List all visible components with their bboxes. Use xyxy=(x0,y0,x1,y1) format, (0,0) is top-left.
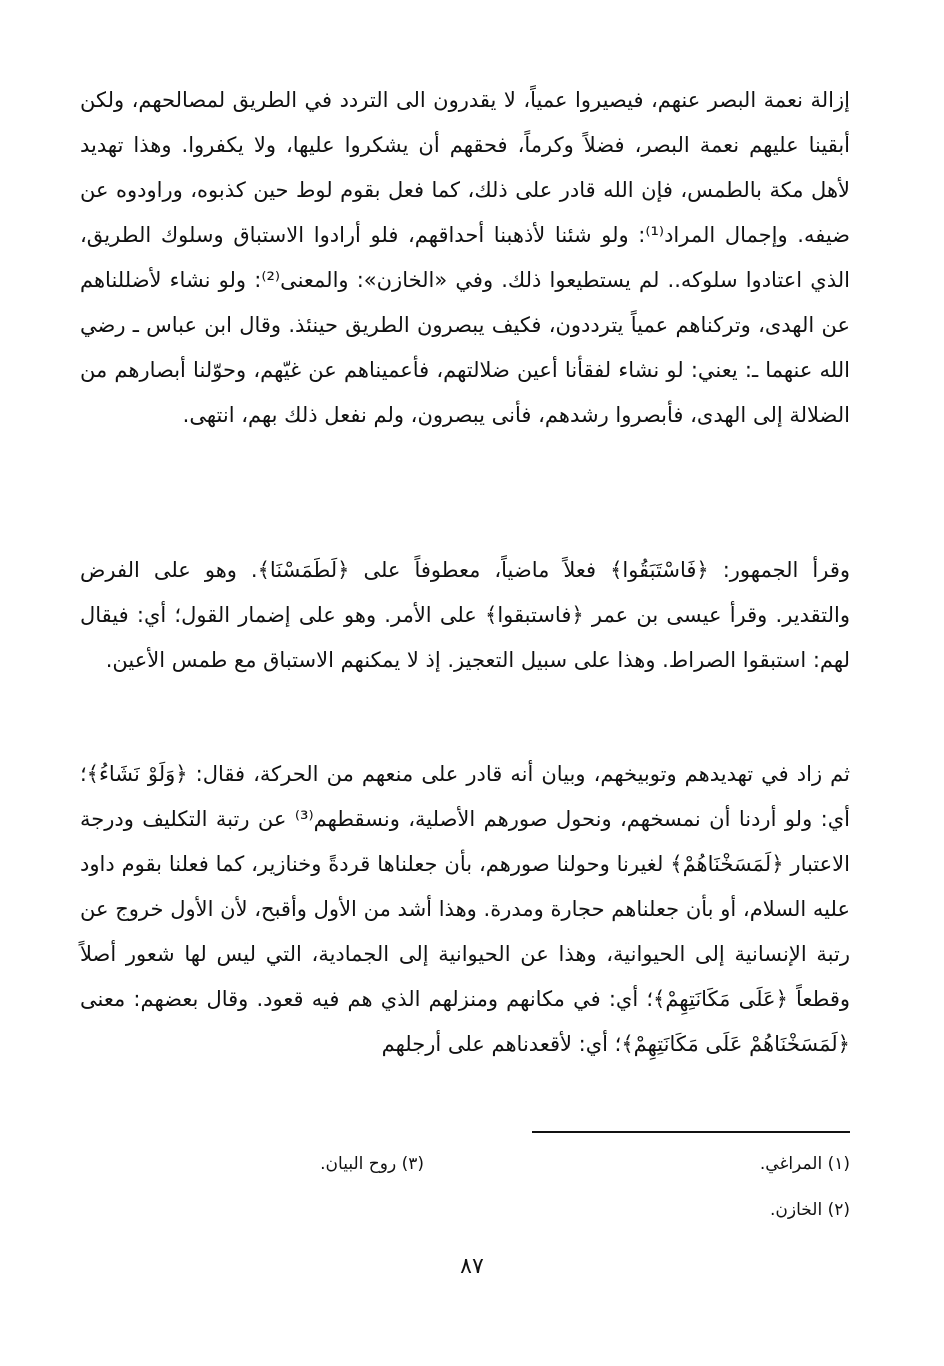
paragraph-3 xyxy=(80,752,850,1067)
footnote-divider xyxy=(532,1131,850,1133)
footnote-2: (٢) الخازن. xyxy=(770,1200,850,1220)
footnote-3: (٣) روح البيان. xyxy=(320,1154,424,1174)
paragraph-2 xyxy=(80,548,850,683)
paragraph-1 xyxy=(80,78,850,438)
footnote-1: (١) المراغي. xyxy=(759,1154,850,1174)
page-number: ٨٧ xyxy=(460,1254,484,1279)
paragraph-2-text: وقرأ الجمهور: ﴿فَاسْتَبَقُوا﴾ فعلاً ماضياً، معطوفاً على ﴿لَطَمَسْنَا﴾. وهو على الفرض والتقدير. وقرأ عيسى بن عمر ﴿فاستبقوا﴾ على الأمر. وهو على إضمار القول؛ أي: فيقال لهم: استبقوا الصراط. وهذا على سبيل التعجيز. إذ لا يمكنهم الاستباق مع طمس الأعين. xyxy=(80,558,850,672)
paragraph-3-text: ثم زاد في تهديدهم وتوبيخهم، وبيان أنه قادر على منعهم من الحركة، فقال: ﴿وَلَوْ نَشَاءُ﴾؛ أي: ولو أردنا أن نمسخهم، ونحول صورهم الأصلية، ونسقطهم⁽³⁾ عن رتبة التكليف ودرجة الاعتبار ﴿لَمَسَخْنَاهُمْ﴾ لغيرنا وحولنا صورهم، بأن جعلناها قردةً وخنازير، كما فعلنا بقوم داود عليه السلام، أو بأن جعلناهم حجارة ومدرة. وهذا أشد من الأول وأقبح، لأن الأول خروج عن رتبة الإنسانية إلى الحيوانية، وهذا عن الحيوانية إلى الجمادية، التي ليس لها شعور أصلاً وقطعاً ﴿عَلَى مَكَانَتِهِمْ﴾؛ أي: في مكانهم ومنزلهم الذي هم فيه قعود. وقال بعضهم: معنى ﴿لَمَسَخْنَاهُمْ عَلَى مَكَانَتِهِمْ﴾؛ أي: لأقعدناهم على أرجلهم xyxy=(80,762,850,1056)
paragraph-1-text: إزالة نعمة البصر عنهم، فيصيروا عمياً، لا يقدرون الى التردد في الطريق لمصالحهم، ولكن أبقينا عليهم نعمة البصر، فضلاً وكرماً، فحقهم أن يشكروا عليها، ولا يكفروا. وهذا تهديد لأهل مكة بالطمس، فإن الله قادر على ذلك، كما فعل بقوم لوط حين كذبوه، وراودوه عن ضيفه. وإجمال المراد⁽¹⁾: ولو شئنا لأذهبنا أحداقهم، فلو أرادوا الاستباق وسلوك الطريق، الذي اعتادوا سلوكه.. لم يستطيعوا ذلك. وفي «الخازن»: والمعنى⁽²⁾: ولو نشاء لأضللناهم عن الهدى، وتركناهم عمياً يترددون، فكيف يبصرون الطريق حينئذ. وقال ابن عباس ـ رضي الله عنهما ـ: يعني: لو نشاء لفقأنا أعين ضلالتهم، فأعميناهم عن غيّهم، وحوّلنا أبصارهم من الضلالة إلى الهدى، فأبصروا رشدهم، فأنى يبصرون، ولم نفعل ذلك بهم، انتهى. xyxy=(80,88,851,427)
